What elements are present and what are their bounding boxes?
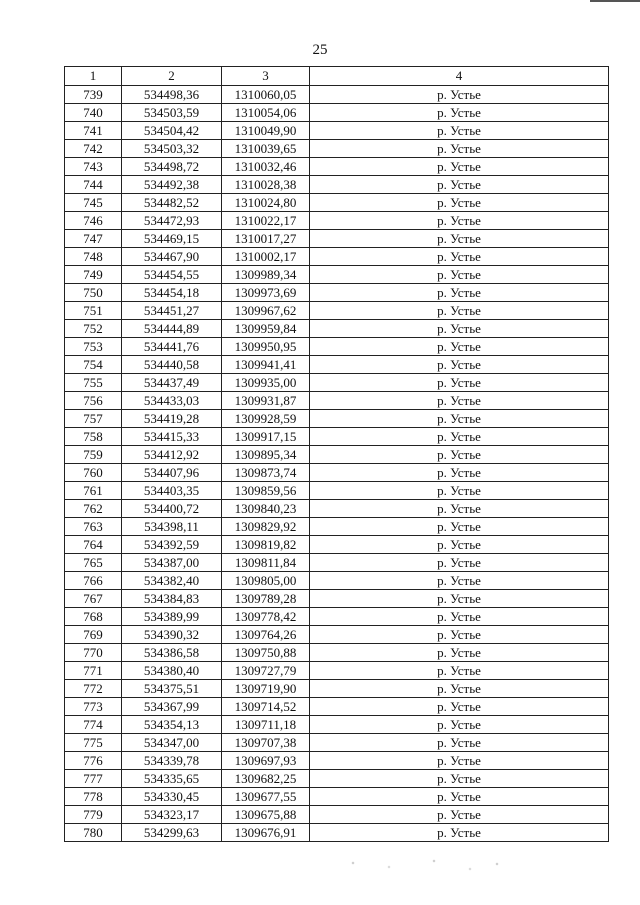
table-row [65, 518, 609, 536]
table-row [65, 320, 609, 338]
x-coordinate-cell: 534503,59 [122, 104, 222, 122]
description-cell: р. Устье [310, 698, 609, 716]
x-coordinate-cell: 534407,96 [122, 464, 222, 482]
y-coordinate-cell: 1309789,28 [222, 590, 310, 608]
x-coordinate-cell: 534441,76 [122, 338, 222, 356]
table-row [65, 644, 609, 662]
point-number-cell: 765 [65, 554, 122, 572]
table-row [65, 536, 609, 554]
y-coordinate-cell: 1309677,55 [222, 788, 310, 806]
table-row [65, 428, 609, 446]
point-number-cell: 778 [65, 788, 122, 806]
point-number-cell: 766 [65, 572, 122, 590]
y-coordinate-cell: 1310054,06 [222, 104, 310, 122]
y-coordinate-cell: 1309750,88 [222, 644, 310, 662]
y-coordinate-cell: 1309675,88 [222, 806, 310, 824]
y-coordinate-cell: 1309873,74 [222, 464, 310, 482]
table-row [65, 626, 609, 644]
y-coordinate-cell: 1309719,90 [222, 680, 310, 698]
point-number-cell: 764 [65, 536, 122, 554]
description-cell: р. Устье [310, 572, 609, 590]
y-coordinate-cell: 1309928,59 [222, 410, 310, 428]
point-number-cell: 754 [65, 356, 122, 374]
description-cell: р. Устье [310, 248, 609, 266]
table-row [65, 716, 609, 734]
point-number-cell: 741 [65, 122, 122, 140]
description-cell: р. Устье [310, 266, 609, 284]
table-row [65, 788, 609, 806]
x-coordinate-cell: 534392,59 [122, 536, 222, 554]
point-number-cell: 760 [65, 464, 122, 482]
table-row [65, 572, 609, 590]
description-cell: р. Устье [310, 716, 609, 734]
column-header-y-coordinate: 3 [222, 67, 310, 86]
x-coordinate-cell: 534437,49 [122, 374, 222, 392]
y-coordinate-cell: 1310039,65 [222, 140, 310, 158]
x-coordinate-cell: 534472,93 [122, 212, 222, 230]
table-row [65, 104, 609, 122]
y-coordinate-cell: 1309682,25 [222, 770, 310, 788]
description-cell: р. Устье [310, 788, 609, 806]
x-coordinate-cell: 534323,17 [122, 806, 222, 824]
table-row [65, 824, 609, 842]
point-number-cell: 751 [65, 302, 122, 320]
point-number-cell: 748 [65, 248, 122, 266]
table-row [65, 140, 609, 158]
description-cell: р. Устье [310, 536, 609, 554]
table-row [65, 680, 609, 698]
point-number-cell: 758 [65, 428, 122, 446]
description-cell: р. Устье [310, 734, 609, 752]
y-coordinate-cell: 1309714,52 [222, 698, 310, 716]
description-cell: р. Устье [310, 500, 609, 518]
x-coordinate-cell: 534330,45 [122, 788, 222, 806]
point-number-cell: 742 [65, 140, 122, 158]
table-row [65, 356, 609, 374]
description-cell: р. Устье [310, 590, 609, 608]
description-cell: р. Устье [310, 212, 609, 230]
x-coordinate-cell: 534387,00 [122, 554, 222, 572]
point-number-cell: 776 [65, 752, 122, 770]
y-coordinate-cell: 1309805,00 [222, 572, 310, 590]
x-coordinate-cell: 534498,72 [122, 158, 222, 176]
y-coordinate-cell: 1309811,84 [222, 554, 310, 572]
point-number-cell: 744 [65, 176, 122, 194]
x-coordinate-cell: 534467,90 [122, 248, 222, 266]
x-coordinate-cell: 534482,52 [122, 194, 222, 212]
table-row [65, 464, 609, 482]
x-coordinate-cell: 534354,13 [122, 716, 222, 734]
x-coordinate-cell: 534299,63 [122, 824, 222, 842]
table-row [65, 590, 609, 608]
description-cell: р. Устье [310, 446, 609, 464]
scan-noise [335, 855, 515, 875]
description-cell: р. Устье [310, 608, 609, 626]
point-number-cell: 777 [65, 770, 122, 788]
y-coordinate-cell: 1310028,38 [222, 176, 310, 194]
point-number-cell: 759 [65, 446, 122, 464]
table-row [65, 392, 609, 410]
y-coordinate-cell: 1310032,46 [222, 158, 310, 176]
description-cell: р. Устье [310, 86, 609, 104]
x-coordinate-cell: 534339,78 [122, 752, 222, 770]
y-coordinate-cell: 1309973,69 [222, 284, 310, 302]
description-cell: р. Устье [310, 392, 609, 410]
table-row [65, 554, 609, 572]
description-cell: р. Устье [310, 482, 609, 500]
table-row [65, 806, 609, 824]
point-number-cell: 743 [65, 158, 122, 176]
x-coordinate-cell: 534469,15 [122, 230, 222, 248]
table-row [65, 500, 609, 518]
x-coordinate-cell: 534454,18 [122, 284, 222, 302]
table-row [65, 374, 609, 392]
description-cell: р. Устье [310, 338, 609, 356]
description-cell: р. Устье [310, 626, 609, 644]
point-number-cell: 746 [65, 212, 122, 230]
x-coordinate-cell: 534380,40 [122, 662, 222, 680]
description-cell: р. Устье [310, 176, 609, 194]
description-cell: р. Устье [310, 284, 609, 302]
description-cell: р. Устье [310, 752, 609, 770]
table-row [65, 446, 609, 464]
point-number-cell: 767 [65, 590, 122, 608]
x-coordinate-cell: 534335,65 [122, 770, 222, 788]
table-row [65, 734, 609, 752]
x-coordinate-cell: 534367,99 [122, 698, 222, 716]
description-cell: р. Устье [310, 230, 609, 248]
table-row [65, 284, 609, 302]
table-row [65, 752, 609, 770]
coordinates-table [64, 66, 609, 842]
y-coordinate-cell: 1309727,79 [222, 662, 310, 680]
y-coordinate-cell: 1309967,62 [222, 302, 310, 320]
description-cell: р. Устье [310, 770, 609, 788]
y-coordinate-cell: 1309707,38 [222, 734, 310, 752]
table-row [65, 770, 609, 788]
description-cell: р. Устье [310, 320, 609, 338]
point-number-cell: 752 [65, 320, 122, 338]
description-cell: р. Устье [310, 104, 609, 122]
description-cell: р. Устье [310, 518, 609, 536]
point-number-cell: 745 [65, 194, 122, 212]
y-coordinate-cell: 1310002,17 [222, 248, 310, 266]
y-coordinate-cell: 1309778,42 [222, 608, 310, 626]
point-number-cell: 774 [65, 716, 122, 734]
description-cell: р. Устье [310, 428, 609, 446]
y-coordinate-cell: 1310022,17 [222, 212, 310, 230]
point-number-cell: 780 [65, 824, 122, 842]
x-coordinate-cell: 534347,00 [122, 734, 222, 752]
description-cell: р. Устье [310, 356, 609, 374]
table-row [65, 608, 609, 626]
y-coordinate-cell: 1309935,00 [222, 374, 310, 392]
y-coordinate-cell: 1310024,80 [222, 194, 310, 212]
table-row [65, 176, 609, 194]
column-header-point-number: 1 [65, 67, 122, 86]
y-coordinate-cell: 1310060,05 [222, 86, 310, 104]
table-row [65, 248, 609, 266]
y-coordinate-cell: 1309859,56 [222, 482, 310, 500]
description-cell: р. Устье [310, 806, 609, 824]
description-cell: р. Устье [310, 662, 609, 680]
point-number-cell: 762 [65, 500, 122, 518]
description-cell: р. Устье [310, 194, 609, 212]
point-number-cell: 771 [65, 662, 122, 680]
table-row [65, 338, 609, 356]
column-header-x-coordinate: 2 [122, 67, 222, 86]
point-number-cell: 779 [65, 806, 122, 824]
point-number-cell: 770 [65, 644, 122, 662]
description-cell: р. Устье [310, 644, 609, 662]
table-row [65, 410, 609, 428]
x-coordinate-cell: 534415,33 [122, 428, 222, 446]
x-coordinate-cell: 534398,11 [122, 518, 222, 536]
x-coordinate-cell: 534451,27 [122, 302, 222, 320]
point-number-cell: 757 [65, 410, 122, 428]
point-number-cell: 750 [65, 284, 122, 302]
table-row [65, 230, 609, 248]
point-number-cell: 747 [65, 230, 122, 248]
y-coordinate-cell: 1309764,26 [222, 626, 310, 644]
table-header-row [65, 67, 609, 86]
y-coordinate-cell: 1309819,82 [222, 536, 310, 554]
x-coordinate-cell: 534400,72 [122, 500, 222, 518]
y-coordinate-cell: 1309829,92 [222, 518, 310, 536]
x-coordinate-cell: 534454,55 [122, 266, 222, 284]
scan-edge-mark [590, 0, 640, 2]
description-cell: р. Устье [310, 302, 609, 320]
description-cell: р. Устье [310, 374, 609, 392]
table-row [65, 662, 609, 680]
table-body [65, 86, 609, 842]
x-coordinate-cell: 534419,28 [122, 410, 222, 428]
table-row [65, 266, 609, 284]
y-coordinate-cell: 1309840,23 [222, 500, 310, 518]
x-coordinate-cell: 534433,03 [122, 392, 222, 410]
point-number-cell: 740 [65, 104, 122, 122]
point-number-cell: 755 [65, 374, 122, 392]
description-cell: р. Устье [310, 410, 609, 428]
point-number-cell: 775 [65, 734, 122, 752]
y-coordinate-cell: 1309895,34 [222, 446, 310, 464]
x-coordinate-cell: 534503,32 [122, 140, 222, 158]
x-coordinate-cell: 534444,89 [122, 320, 222, 338]
table-row [65, 302, 609, 320]
description-cell: р. Устье [310, 824, 609, 842]
table-row [65, 158, 609, 176]
x-coordinate-cell: 534390,32 [122, 626, 222, 644]
description-cell: р. Устье [310, 140, 609, 158]
x-coordinate-cell: 534412,92 [122, 446, 222, 464]
y-coordinate-cell: 1309697,93 [222, 752, 310, 770]
x-coordinate-cell: 534375,51 [122, 680, 222, 698]
y-coordinate-cell: 1309950,95 [222, 338, 310, 356]
table-row [65, 122, 609, 140]
table-row [65, 482, 609, 500]
table-row [65, 212, 609, 230]
x-coordinate-cell: 534498,36 [122, 86, 222, 104]
description-cell: р. Устье [310, 464, 609, 482]
point-number-cell: 739 [65, 86, 122, 104]
table-row [65, 698, 609, 716]
table-row [65, 86, 609, 104]
x-coordinate-cell: 534382,40 [122, 572, 222, 590]
y-coordinate-cell: 1309711,18 [222, 716, 310, 734]
x-coordinate-cell: 534492,38 [122, 176, 222, 194]
x-coordinate-cell: 534440,58 [122, 356, 222, 374]
point-number-cell: 769 [65, 626, 122, 644]
point-number-cell: 768 [65, 608, 122, 626]
column-header-description: 4 [310, 67, 609, 86]
x-coordinate-cell: 534504,42 [122, 122, 222, 140]
point-number-cell: 756 [65, 392, 122, 410]
description-cell: р. Устье [310, 122, 609, 140]
description-cell: р. Устье [310, 680, 609, 698]
y-coordinate-cell: 1309989,34 [222, 266, 310, 284]
y-coordinate-cell: 1309941,41 [222, 356, 310, 374]
point-number-cell: 753 [65, 338, 122, 356]
x-coordinate-cell: 534403,35 [122, 482, 222, 500]
description-cell: р. Устье [310, 158, 609, 176]
y-coordinate-cell: 1309931,87 [222, 392, 310, 410]
x-coordinate-cell: 534386,58 [122, 644, 222, 662]
y-coordinate-cell: 1309959,84 [222, 320, 310, 338]
point-number-cell: 761 [65, 482, 122, 500]
point-number-cell: 772 [65, 680, 122, 698]
description-cell: р. Устье [310, 554, 609, 572]
y-coordinate-cell: 1309917,15 [222, 428, 310, 446]
point-number-cell: 749 [65, 266, 122, 284]
table-row [65, 194, 609, 212]
y-coordinate-cell: 1309676,91 [222, 824, 310, 842]
point-number-cell: 763 [65, 518, 122, 536]
page-number: 25 [312, 42, 328, 58]
x-coordinate-cell: 534384,83 [122, 590, 222, 608]
x-coordinate-cell: 534389,99 [122, 608, 222, 626]
y-coordinate-cell: 1310049,90 [222, 122, 310, 140]
y-coordinate-cell: 1310017,27 [222, 230, 310, 248]
point-number-cell: 773 [65, 698, 122, 716]
